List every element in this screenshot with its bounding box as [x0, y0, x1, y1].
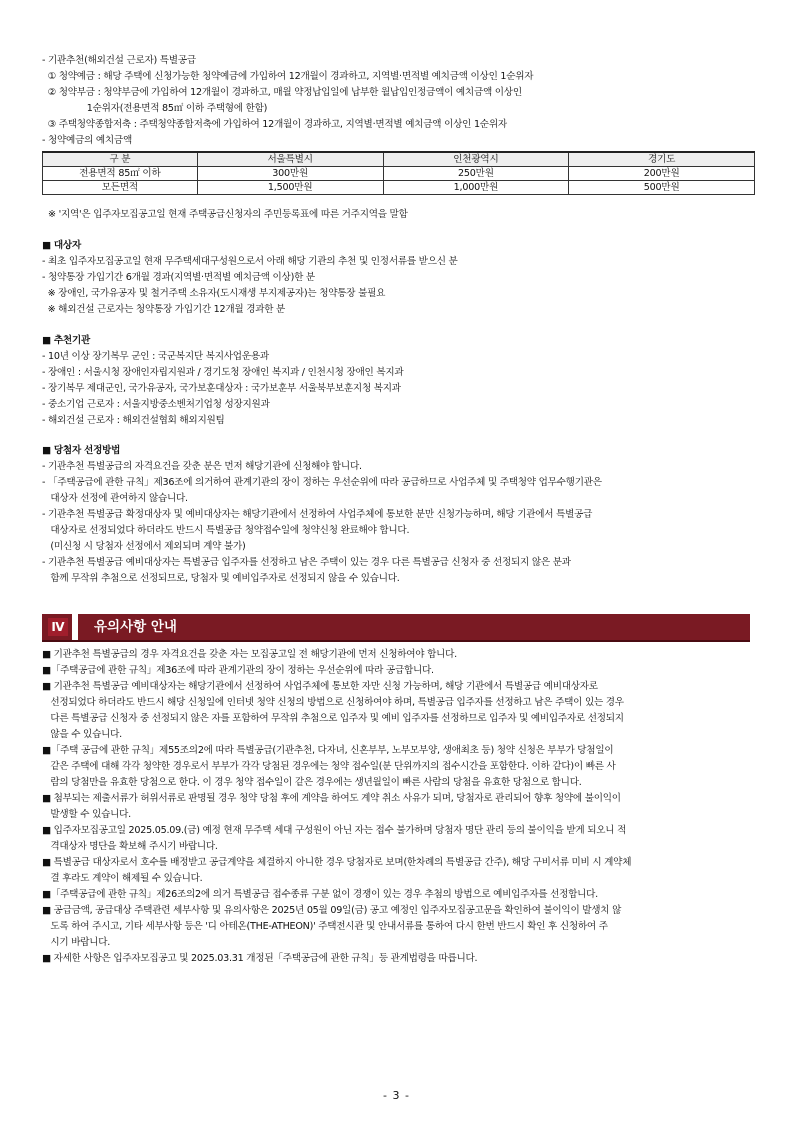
- notice-line: 람의 당첨만을 유효한 당첨으로 한다. 이 경우 청약 접수일이 같은 경우에는 생년월일이 빠른 사람의 당첨을 유효한 당첨으로 합니다.: [42, 777, 582, 788]
- notice-line: 발생할 수 있습니다.: [42, 809, 131, 820]
- notice-line: 시기 바랍니다.: [42, 937, 111, 948]
- text-line: - 기관추천 특별공급 예비대상자는 특별공급 입주자를 선정하고 남은 주택이 있는 경우 다른 특별공급 신청자 중 선정되지 않은 분과: [42, 557, 571, 568]
- text-line: ② 청약부금 : 청약부금에 가입하여 12개월이 경과하고, 매월 약정납입일에 납부한 월납입인정금액이 예치금액 이상인: [42, 87, 522, 98]
- banner-divider: [72, 614, 78, 640]
- text-line: ① 청약예금 : 해당 주택에 신청가능한 청약예금에 가입하여 12개월이 경과하고, 지역별·면적별 예치금액 이상인 1순위자: [42, 71, 534, 82]
- text-line: - 장기복무 제대군인, 국가유공자, 국가보훈대상자 : 국가보훈부 서울북부보훈지청 복지과: [42, 383, 401, 394]
- notice-line: ■ 특별공급 대상자로서 호수를 배정받고 공급계약을 체결하지 아니한 경우 당첨자로 보며(한차례의 특별공급 간주), 해당 구비서류 미비 시 계약체: [42, 857, 632, 868]
- text-line: - 「주택공급에 관한 규칙」제36조에 의거하여 관계기관의 장이 정하는 우선순위에 따라 공급하므로 사업주체 및 주택청약 업무수행기관은: [42, 477, 602, 488]
- table-row: [43, 167, 755, 181]
- table-cell: 모든면적: [43, 181, 198, 195]
- text-line: - 장애인 : 서울시청 장애인자립지원과 / 경기도청 장애인 복지과 / 인천시청 장애인 복지과: [42, 367, 404, 378]
- text-line: 1순위자(전용면적 85㎡ 이하 주택형에 한함): [42, 103, 268, 114]
- text-line: - 기관추천 특별공급의 자격요건을 갖춘 분은 먼저 해당기관에 신청해야 합니다.: [42, 461, 362, 472]
- section-heading: ■ 대상자: [42, 240, 81, 251]
- text-line: - 기관추천 특별공급 확정대상자 및 예비대상자는 해당기관에서 선정하여 사업주체에 통보한 분만 신청가능하며, 해당 기관에서 특별공급: [42, 509, 593, 520]
- text-line: - 청약통장 가입기간 6개월 경과(지역별·면적별 예치금액 이상)한 분: [42, 272, 315, 283]
- table-header-cell: 구 분: [43, 152, 198, 167]
- table-cell: 300만원: [197, 167, 383, 181]
- deposit-amount-table: [42, 151, 755, 195]
- region-note: ※ '지역'은 입주자모집공고일 현재 주택공급신청자의 주민등록표에 따른 거주지역을 말함: [48, 209, 408, 220]
- notice-line: 도록 하여 주시고, 기타 세부사항 등은 '디 아테온(THE-ATHEON)' 주택전시관 및 안내서류를 통하여 다시 한번 반드시 확인 후 신청하여 주: [42, 921, 608, 932]
- notice-line: 않을 수 있습니다.: [42, 729, 122, 740]
- section-heading: ■ 추천기관: [42, 335, 90, 346]
- notice-line: 다른 특별공급 신청자 중 선정되지 않은 자를 포함하여 무작위 추첨으로 입주자 및 예비 입주자를 선정하므로 입주자 및 예비입주자로 선정되지: [42, 713, 624, 724]
- table-header-cell: 인천광역시: [383, 152, 569, 167]
- text-line: 대상자 선정에 관여하지 않습니다.: [42, 493, 188, 504]
- notice-line: ■「주택공급에 관한 규칙」제36조에 따라 관계기관의 장이 정하는 우선순위에 따라 공급합니다.: [42, 665, 434, 676]
- notice-line: ■ 공급금액, 공급대상 주택관련 세부사항 및 유의사항은 2025년 05월 09일(금) 공고 예정인 입주자모집공고문을 확인하여 불이익이 발생치 않: [42, 905, 622, 916]
- notice-line: ■ 자세한 사항은 입주자모집공고 및 2025.03.31 개정된「주택공급에 관한 규칙」등 관계법령을 따릅니다.: [42, 953, 478, 964]
- notice-line: ■ 기관추천 특별공급 예비대상자는 해당기관에서 선정하여 사업주체에 통보한 자만 신청 가능하며, 해당 기관에서 특별공급 예비대상자로: [42, 681, 598, 692]
- table-cell: 500만원: [569, 181, 755, 195]
- text-line: (미신청 시 당첨자 선정에서 제외되며 계약 불가): [42, 541, 246, 552]
- section-banner: [42, 614, 750, 642]
- section-number: Ⅳ: [48, 618, 68, 636]
- text-line: 함께 무작위 추첨으로 선정되므로, 당첨자 및 예비입주자로 선정되지 않을 수 있습니다.: [42, 573, 400, 584]
- table-header-cell: 경기도: [569, 152, 755, 167]
- text-line: - 청약예금의 예치금액: [42, 135, 132, 146]
- table-header-cell: 서울특별시: [197, 152, 383, 167]
- notice-line: 결 후라도 계약이 해제될 수 있습니다.: [42, 873, 203, 884]
- notice-line: ■ 첨부되는 제출서류가 허위서류로 판명될 경우 청약 당첨 후에 계약을 하여도 계약 취소 사유가 되며, 당첨자로 관리되어 향후 청약에 불이익이: [42, 793, 621, 804]
- notice-line: 같은 주택에 대해 각각 청약한 경우로서 부부가 각각 당첨된 경우에는 청약 접수일(분 단위까지의 접수시간을 포함한다. 이하 같다)이 빠른 사: [42, 761, 616, 772]
- text-line: ※ 해외건설 근로자는 청약통장 가입기간 12개월 경과한 분: [42, 304, 286, 315]
- table-cell: 1,000만원: [383, 181, 569, 195]
- text-line: - 중소기업 근로자 : 서울지방중소벤처기업청 성장지원과: [42, 399, 270, 410]
- section-title: 유의사항 안내: [94, 619, 177, 635]
- table-row: [43, 181, 755, 195]
- text-line: 대상자로 선정되었다 하더라도 반드시 특별공급 청약접수일에 청약신청 완료해야 합니다.: [42, 525, 410, 536]
- notice-line: ■「주택 공급에 관한 규칙」제55조의2에 따라 특별공급(기관추천, 다자녀, 신혼부부, 노부모부양, 생애최초 등) 청약 신청은 부부가 당첨일이: [42, 745, 614, 756]
- table-header-row: [43, 152, 755, 167]
- text-line: - 기관추천(해외건설 근로자) 특별공급: [42, 55, 196, 66]
- notice-line: ■ 기관추천 특별공급의 경우 자격요건을 갖춘 자는 모집공고일 전 해당기관에 먼저 신청하여야 합니다.: [42, 649, 457, 660]
- text-line: - 최초 입주자모집공고일 현재 무주택세대구성원으로서 아래 해당 기관의 추천 및 인정서류를 받으신 분: [42, 256, 458, 267]
- text-line: - 10년 이상 장기복무 군인 : 국군복지단 복지사업운용과: [42, 351, 269, 362]
- text-line: ③ 주택청약종합저축 : 주택청약종합저축에 가입하여 12개월이 경과하고, 지역별·면적별 예치금액 이상인 1순위자: [42, 119, 507, 130]
- notice-line: ■「주택공급에 관한 규칙」제26조의2에 의거 특별공급 접수종류 구분 없이 경쟁이 있는 경우 추첨의 방법으로 예비입주자를 선정합니다.: [42, 889, 598, 900]
- table-cell: 1,500만원: [197, 181, 383, 195]
- notice-line: ■ 입주자모집공고일 2025.05.09.(금) 예정 현재 무주택 세대 구성원이 아닌 자는 접수 불가하며 당첨자 명단 관리 등의 불이익을 받게 되오니 적: [42, 825, 627, 836]
- notice-line: 격대상자 명단을 확보해 주시기 바랍니다.: [42, 841, 218, 852]
- text-line: ※ 장애인, 국가유공자 및 철거주택 소유자(도시재생 부지제공자)는 청약통장 불필요: [42, 288, 386, 299]
- text-line: - 해외건설 근로자 : 해외건설협회 해외지원팀: [42, 415, 225, 426]
- section-heading: ■ 당첨자 선정방법: [42, 445, 121, 456]
- page-number: - 3 -: [383, 1089, 410, 1102]
- table-cell: 200만원: [569, 167, 755, 181]
- notice-line: 선정되었다 하더라도 반드시 해당 신청일에 인터넷 청약 신청의 방법으로 신청하여야 하며, 특별공급 입주자를 선정하고 남은 주택이 있는 경우: [42, 697, 624, 708]
- table-cell: 250만원: [383, 167, 569, 181]
- table-cell: 전용면적 85㎡ 이하: [43, 167, 198, 181]
